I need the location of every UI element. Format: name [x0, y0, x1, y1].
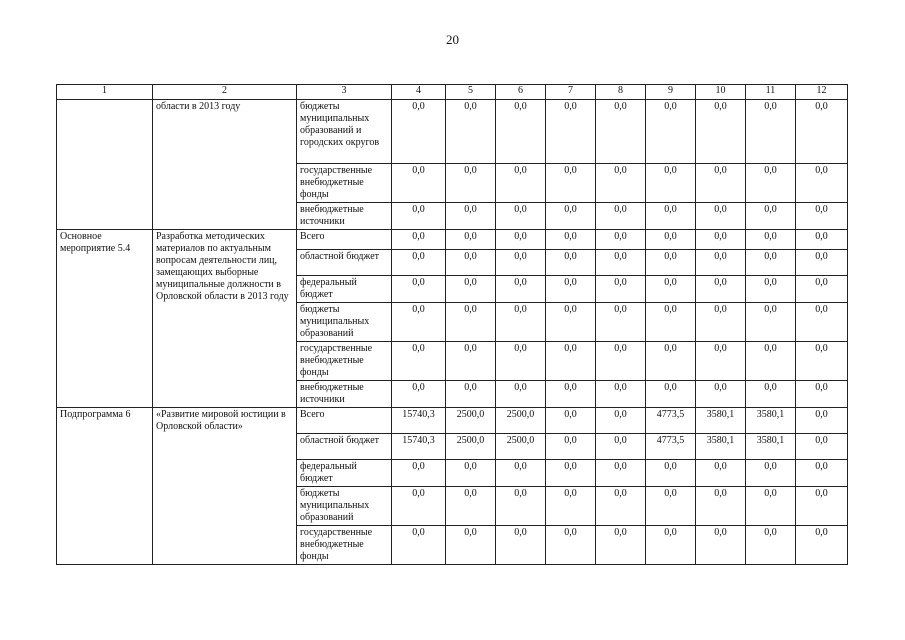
value-cell: 0,0 [746, 342, 796, 381]
value-cell: 0,0 [392, 460, 446, 487]
value-cell: 0,0 [392, 526, 446, 565]
value-cell: 0,0 [596, 203, 646, 230]
value-cell: 3580,1 [696, 408, 746, 434]
value-cell: 0,0 [746, 230, 796, 250]
measure-code-cell [57, 100, 153, 230]
value-cell: 0,0 [546, 303, 596, 342]
value-cell: 0,0 [392, 230, 446, 250]
value-cell: 0,0 [496, 526, 546, 565]
value-cell: 0,0 [392, 250, 446, 276]
value-cell: 0,0 [646, 164, 696, 203]
funding-source-cell: внебюджетные источники [297, 381, 392, 408]
value-cell: 0,0 [596, 408, 646, 434]
value-cell: 0,0 [596, 276, 646, 303]
value-cell: 0,0 [446, 487, 496, 526]
value-cell: 0,0 [796, 408, 848, 434]
measure-name-cell: «Развитие мировой юстиции в Орловской области» [153, 408, 297, 565]
funding-source-cell: бюджеты муниципальных образований [297, 487, 392, 526]
value-cell: 15740,3 [392, 408, 446, 434]
funding-source-cell: федеральный бюджет [297, 276, 392, 303]
value-cell: 0,0 [596, 381, 646, 408]
value-cell: 0,0 [646, 203, 696, 230]
value-cell: 0,0 [796, 487, 848, 526]
value-cell: 0,0 [646, 303, 696, 342]
value-cell: 0,0 [496, 250, 546, 276]
value-cell: 0,0 [646, 276, 696, 303]
column-header: 3 [297, 85, 392, 100]
value-cell: 0,0 [596, 250, 646, 276]
value-cell: 0,0 [546, 487, 596, 526]
column-header: 1 [57, 85, 153, 100]
column-header: 11 [746, 85, 796, 100]
funding-source-cell: федеральный бюджет [297, 460, 392, 487]
value-cell: 0,0 [696, 303, 746, 342]
value-cell: 0,0 [596, 303, 646, 342]
value-cell: 0,0 [496, 303, 546, 342]
value-cell: 0,0 [596, 526, 646, 565]
column-header: 2 [153, 85, 297, 100]
value-cell: 0,0 [446, 164, 496, 203]
value-cell: 0,0 [446, 100, 496, 164]
value-cell: 0,0 [596, 342, 646, 381]
value-cell: 0,0 [446, 250, 496, 276]
value-cell: 0,0 [446, 526, 496, 565]
value-cell: 0,0 [746, 381, 796, 408]
value-cell: 0,0 [746, 487, 796, 526]
table-row [57, 408, 848, 434]
value-cell: 0,0 [392, 164, 446, 203]
header-row [57, 85, 848, 100]
value-cell: 0,0 [596, 460, 646, 487]
value-cell: 0,0 [496, 100, 546, 164]
value-cell: 0,0 [746, 526, 796, 565]
column-header: 10 [696, 85, 746, 100]
value-cell: 0,0 [596, 100, 646, 164]
value-cell: 0,0 [746, 100, 796, 164]
funding-source-cell: областной бюджет [297, 250, 392, 276]
value-cell: 0,0 [446, 460, 496, 487]
value-cell: 0,0 [746, 276, 796, 303]
value-cell: 0,0 [546, 276, 596, 303]
value-cell: 0,0 [596, 164, 646, 203]
value-cell: 0,0 [796, 460, 848, 487]
value-cell: 0,0 [796, 526, 848, 565]
value-cell: 2500,0 [496, 408, 546, 434]
value-cell: 0,0 [796, 276, 848, 303]
value-cell: 0,0 [546, 230, 596, 250]
measure-name-cell: области в 2013 году [153, 100, 297, 230]
value-cell: 3580,1 [696, 434, 746, 460]
funding-source-cell: Всего [297, 408, 392, 434]
value-cell: 0,0 [546, 460, 596, 487]
value-cell: 0,0 [392, 203, 446, 230]
value-cell: 0,0 [696, 381, 746, 408]
value-cell: 0,0 [546, 434, 596, 460]
value-cell: 0,0 [446, 230, 496, 250]
value-cell: 0,0 [596, 230, 646, 250]
value-cell: 0,0 [546, 408, 596, 434]
measure-code-cell: Подпрограмма 6 [57, 408, 153, 565]
value-cell: 0,0 [696, 460, 746, 487]
value-cell: 0,0 [646, 487, 696, 526]
funding-source-cell: государственные внебюджетные фонды [297, 526, 392, 565]
column-header: 5 [446, 85, 496, 100]
value-cell: 0,0 [496, 203, 546, 230]
value-cell: 4773,5 [646, 408, 696, 434]
value-cell: 0,0 [746, 164, 796, 203]
column-header: 6 [496, 85, 546, 100]
budget-table [56, 84, 848, 565]
value-cell: 0,0 [746, 250, 796, 276]
value-cell: 0,0 [646, 100, 696, 164]
value-cell: 0,0 [392, 381, 446, 408]
table-body [57, 100, 848, 565]
table-row [57, 230, 848, 250]
value-cell: 0,0 [596, 434, 646, 460]
value-cell: 0,0 [496, 342, 546, 381]
column-header: 12 [796, 85, 848, 100]
value-cell: 0,0 [646, 342, 696, 381]
value-cell: 0,0 [496, 487, 546, 526]
measure-name-cell: Разработка методических материалов по актуальным вопросам деятельности лиц, замещающих выборные муниципальные должности в Орловской области в 2013 году [153, 230, 297, 408]
funding-source-cell: Всего [297, 230, 392, 250]
value-cell: 0,0 [496, 230, 546, 250]
value-cell: 0,0 [746, 203, 796, 230]
value-cell: 0,0 [696, 230, 746, 250]
value-cell: 0,0 [646, 230, 696, 250]
value-cell: 0,0 [446, 276, 496, 303]
value-cell: 0,0 [446, 381, 496, 408]
value-cell: 4773,5 [646, 434, 696, 460]
value-cell: 0,0 [796, 164, 848, 203]
value-cell: 0,0 [546, 203, 596, 230]
value-cell: 0,0 [496, 164, 546, 203]
value-cell: 0,0 [496, 276, 546, 303]
value-cell: 0,0 [546, 526, 596, 565]
funding-source-cell: бюджеты муниципальных образований и городских округов [297, 100, 392, 164]
value-cell: 0,0 [596, 487, 646, 526]
value-cell: 0,0 [546, 164, 596, 203]
value-cell: 2500,0 [496, 434, 546, 460]
value-cell: 0,0 [392, 487, 446, 526]
value-cell: 0,0 [392, 276, 446, 303]
value-cell: 0,0 [392, 100, 446, 164]
value-cell: 0,0 [796, 342, 848, 381]
value-cell: 0,0 [696, 487, 746, 526]
value-cell: 0,0 [646, 526, 696, 565]
funding-source-cell: бюджеты муниципальных образований [297, 303, 392, 342]
value-cell: 2500,0 [446, 434, 496, 460]
funding-source-cell: областной бюджет [297, 434, 392, 460]
value-cell: 0,0 [696, 250, 746, 276]
value-cell: 0,0 [696, 526, 746, 565]
value-cell: 0,0 [546, 342, 596, 381]
value-cell: 0,0 [446, 342, 496, 381]
value-cell: 0,0 [646, 381, 696, 408]
value-cell: 0,0 [496, 460, 546, 487]
value-cell: 0,0 [696, 342, 746, 381]
column-header: 4 [392, 85, 446, 100]
value-cell: 0,0 [796, 100, 848, 164]
value-cell: 0,0 [646, 250, 696, 276]
value-cell: 0,0 [796, 230, 848, 250]
value-cell: 0,0 [392, 303, 446, 342]
value-cell: 0,0 [446, 303, 496, 342]
value-cell: 0,0 [796, 434, 848, 460]
value-cell: 0,0 [546, 381, 596, 408]
value-cell: 3580,1 [746, 408, 796, 434]
value-cell: 0,0 [746, 460, 796, 487]
value-cell: 0,0 [392, 342, 446, 381]
funding-source-cell: государственные внебюджетные фонды [297, 164, 392, 203]
value-cell: 0,0 [696, 164, 746, 203]
column-header: 7 [546, 85, 596, 100]
value-cell: 0,0 [496, 381, 546, 408]
funding-source-cell: государственные внебюджетные фонды [297, 342, 392, 381]
value-cell: 0,0 [746, 303, 796, 342]
value-cell: 15740,3 [392, 434, 446, 460]
value-cell: 0,0 [796, 303, 848, 342]
value-cell: 2500,0 [446, 408, 496, 434]
value-cell: 0,0 [546, 250, 596, 276]
value-cell: 3580,1 [746, 434, 796, 460]
value-cell: 0,0 [796, 381, 848, 408]
value-cell: 0,0 [796, 250, 848, 276]
measure-code-cell: Основное мероприятие 5.4 [57, 230, 153, 408]
value-cell: 0,0 [696, 100, 746, 164]
value-cell: 0,0 [646, 460, 696, 487]
value-cell: 0,0 [796, 203, 848, 230]
column-header: 8 [596, 85, 646, 100]
table-row [57, 100, 848, 164]
value-cell: 0,0 [546, 100, 596, 164]
value-cell: 0,0 [696, 276, 746, 303]
column-header: 9 [646, 85, 696, 100]
funding-source-cell: внебюджетные источники [297, 203, 392, 230]
value-cell: 0,0 [696, 203, 746, 230]
page-number: 20 [446, 32, 459, 47]
value-cell: 0,0 [446, 203, 496, 230]
